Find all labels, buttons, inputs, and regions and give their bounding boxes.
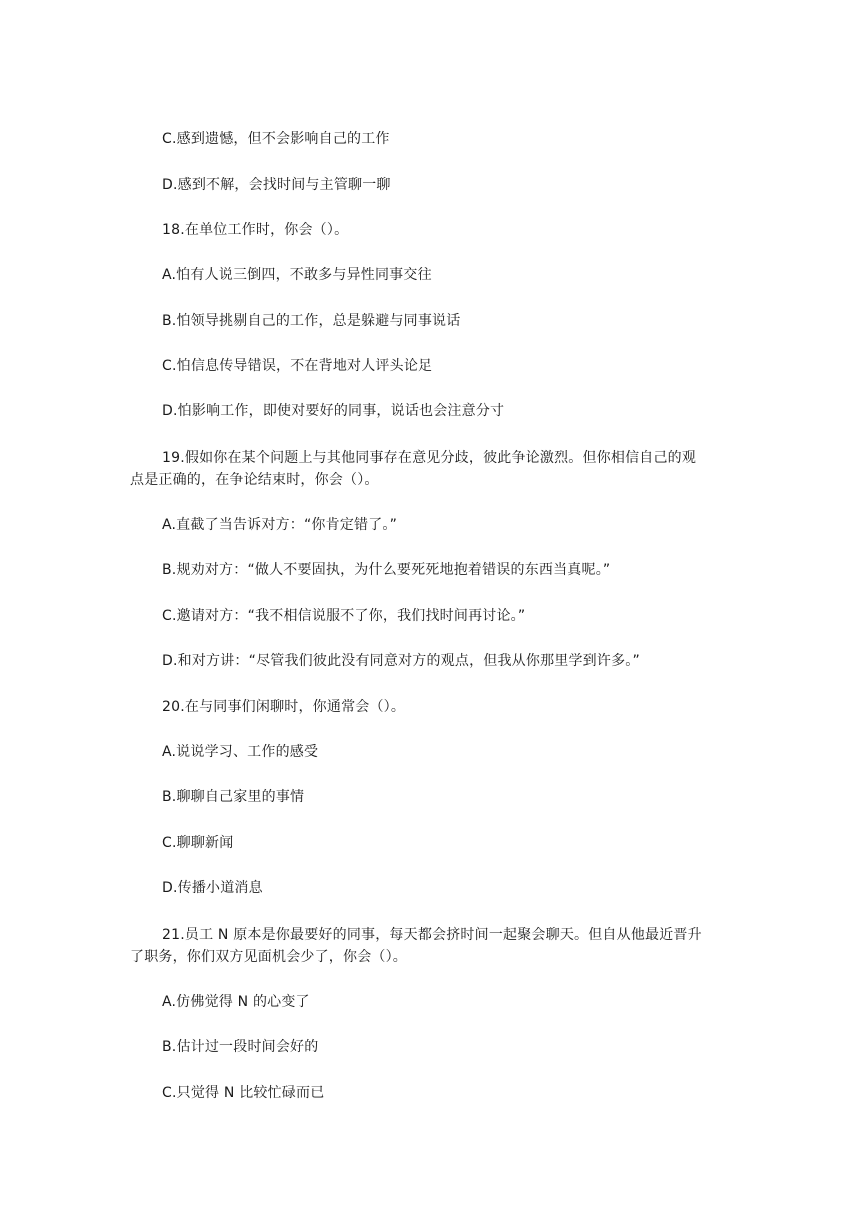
option-18a: A.怕有人说三倒四，不敢多与异性同事交往: [162, 267, 432, 283]
question-18: 18.在单位工作时，你会（）。: [162, 222, 349, 238]
question-21-line-1: 21.员工 N 原本是你最要好的同事，每天都会挤时间一起聚会聊天。但自从他最近晋升: [162, 927, 702, 943]
option-21a: A.仿佛觉得 N 的心变了: [162, 994, 310, 1010]
option-21c: C.只觉得 N 比较忙碌而已: [162, 1085, 325, 1101]
question-19-line-1: 19.假如你在某个问题上与其他同事存在意见分歧，彼此争论激烈。但你相信自己的观: [162, 450, 697, 466]
option-19c: C.邀请对方：“我不相信说服不了你，我们找时间再讨论。”: [162, 608, 526, 624]
option-20d: D.传播小道消息: [162, 880, 263, 896]
option-19a: A.直截了当告诉对方：“你肯定错了。”: [162, 517, 398, 533]
option-20b: B.聊聊自己家里的事情: [162, 789, 305, 805]
option-18b: B.怕领导挑剔自己的工作，总是躲避与同事说话: [162, 313, 461, 329]
option-19d: D.和对方讲：“尽管我们彼此没有同意对方的观点，但我从你那里学到许多。”: [162, 653, 640, 669]
option-20a: A.说说学习、工作的感受: [162, 744, 319, 760]
option-19b: B.规劝对方：“做人不要固执，为什么要死死地抱着错误的东西当真呢。”: [162, 562, 611, 578]
question-20: 20.在与同事们闲聊时，你通常会（）。: [162, 699, 406, 715]
option-18c: C.怕信息传导错误，不在背地对人评头论足: [162, 358, 433, 374]
question-21-line-2: 了职务，你们双方见面机会少了，你会（）。: [130, 949, 407, 965]
question-19-line-2: 点是正确的，在争论结束时，你会（）。: [130, 472, 379, 488]
option-21b: B.估计过一段时间会好的: [162, 1039, 319, 1055]
option-18d: D.怕影响工作，即使对要好的同事，说话也会注意分寸: [162, 403, 505, 419]
option-17c: C.感到遗憾，但不会影响自己的工作: [162, 131, 390, 147]
option-17d: D.感到不解，会找时间与主管聊一聊: [162, 177, 391, 193]
option-20c: C.聊聊新闻: [162, 835, 234, 851]
